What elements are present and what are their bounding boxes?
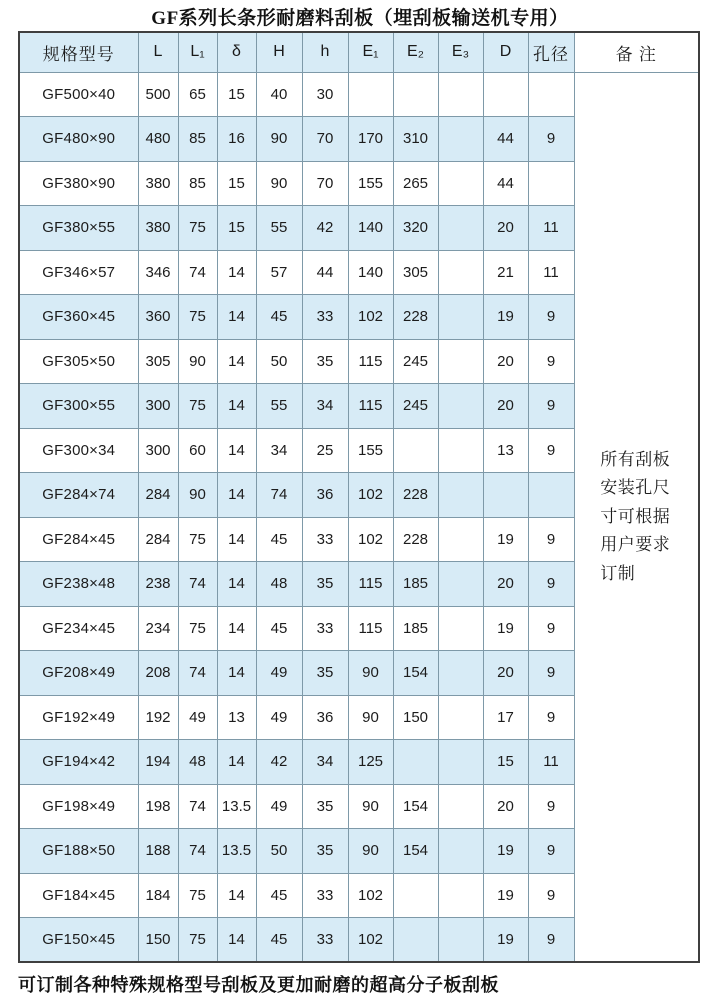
value-cell: 90 <box>256 117 302 162</box>
value-cell: 45 <box>256 918 302 963</box>
value-cell <box>438 206 483 251</box>
value-cell: 9 <box>528 695 574 740</box>
col-header-E2: E₂ <box>393 32 438 72</box>
value-cell: 13.5 <box>217 784 256 829</box>
value-cell: 35 <box>302 651 348 696</box>
value-cell: 49 <box>256 651 302 696</box>
value-cell: 34 <box>302 384 348 429</box>
value-cell: 75 <box>178 606 217 651</box>
value-cell: 42 <box>256 740 302 785</box>
value-cell: 48 <box>178 740 217 785</box>
value-cell: 74 <box>178 784 217 829</box>
header-row <box>19 32 699 72</box>
value-cell: 35 <box>302 784 348 829</box>
value-cell: 140 <box>348 250 393 295</box>
model-cell: GF305×50 <box>19 339 138 384</box>
value-cell: 14 <box>217 651 256 696</box>
value-cell: 90 <box>348 695 393 740</box>
value-cell: 102 <box>348 873 393 918</box>
value-cell: 70 <box>302 117 348 162</box>
value-cell: 20 <box>483 784 528 829</box>
value-cell: 150 <box>393 695 438 740</box>
value-cell <box>438 384 483 429</box>
table-body <box>19 72 699 962</box>
col-header-L1: L₁ <box>178 32 217 72</box>
value-cell: 33 <box>302 873 348 918</box>
model-cell: GF284×45 <box>19 517 138 562</box>
value-cell: 9 <box>528 873 574 918</box>
value-cell: 346 <box>138 250 178 295</box>
value-cell <box>528 161 574 206</box>
value-cell: 115 <box>348 562 393 607</box>
value-cell: 9 <box>528 562 574 607</box>
value-cell <box>438 918 483 963</box>
value-cell: 14 <box>217 339 256 384</box>
value-cell: 45 <box>256 295 302 340</box>
model-cell: GF194×42 <box>19 740 138 785</box>
value-cell: 90 <box>348 651 393 696</box>
value-cell: 35 <box>302 829 348 874</box>
model-cell: GF234×45 <box>19 606 138 651</box>
value-cell: 14 <box>217 740 256 785</box>
value-cell: 36 <box>302 473 348 518</box>
value-cell: 75 <box>178 517 217 562</box>
value-cell: 102 <box>348 473 393 518</box>
value-cell <box>438 873 483 918</box>
value-cell: 17 <box>483 695 528 740</box>
value-cell: 14 <box>217 606 256 651</box>
model-cell: GF198×49 <box>19 784 138 829</box>
value-cell: 90 <box>348 784 393 829</box>
value-cell: 55 <box>256 206 302 251</box>
col-header-D: D <box>483 32 528 72</box>
footer-note: 可订制各种特殊规格型号刮板及更加耐磨的超高分子板刮板 <box>18 975 499 995</box>
value-cell: 15 <box>217 72 256 117</box>
value-cell: 50 <box>256 829 302 874</box>
value-cell <box>528 473 574 518</box>
value-cell: 70 <box>302 161 348 206</box>
model-cell: GF500×40 <box>19 72 138 117</box>
value-cell: 36 <box>302 695 348 740</box>
value-cell: 115 <box>348 339 393 384</box>
value-cell: 90 <box>348 829 393 874</box>
col-header-h: h <box>302 32 348 72</box>
value-cell: 9 <box>528 517 574 562</box>
col-header-H: H <box>256 32 302 72</box>
value-cell: 14 <box>217 428 256 473</box>
page-title: GF系列长条形耐磨料刮板（埋刮板输送机专用） <box>151 8 569 29</box>
value-cell: 380 <box>138 161 178 206</box>
value-cell: 360 <box>138 295 178 340</box>
value-cell: 13 <box>217 695 256 740</box>
value-cell: 75 <box>178 384 217 429</box>
value-cell: 228 <box>393 295 438 340</box>
value-cell: 185 <box>393 606 438 651</box>
value-cell: 284 <box>138 517 178 562</box>
value-cell <box>438 695 483 740</box>
value-cell: 33 <box>302 517 348 562</box>
model-cell: GF150×45 <box>19 918 138 963</box>
col-header-hole: 孔径 <box>528 32 574 72</box>
model-cell: GF184×45 <box>19 873 138 918</box>
model-cell: GF208×49 <box>19 651 138 696</box>
value-cell: 35 <box>302 562 348 607</box>
value-cell: 15 <box>217 206 256 251</box>
value-cell: 194 <box>138 740 178 785</box>
value-cell <box>438 117 483 162</box>
model-cell: GF360×45 <box>19 295 138 340</box>
value-cell: 9 <box>528 339 574 384</box>
value-cell <box>438 829 483 874</box>
value-cell: 33 <box>302 918 348 963</box>
col-header-E3: E₃ <box>438 32 483 72</box>
value-cell: 13 <box>483 428 528 473</box>
value-cell: 33 <box>302 295 348 340</box>
model-cell: GF346×57 <box>19 250 138 295</box>
value-cell: 245 <box>393 339 438 384</box>
value-cell: 380 <box>138 206 178 251</box>
value-cell: 74 <box>178 651 217 696</box>
value-cell: 14 <box>217 517 256 562</box>
value-cell <box>348 72 393 117</box>
value-cell: 19 <box>483 873 528 918</box>
value-cell <box>438 562 483 607</box>
value-cell <box>528 72 574 117</box>
col-header-L: L <box>138 32 178 72</box>
remarks-cell <box>574 72 699 962</box>
value-cell: 20 <box>483 206 528 251</box>
value-cell <box>393 428 438 473</box>
value-cell: 140 <box>348 206 393 251</box>
value-cell: 34 <box>302 740 348 785</box>
value-cell <box>438 295 483 340</box>
value-cell: 9 <box>528 384 574 429</box>
value-cell: 44 <box>483 117 528 162</box>
value-cell: 55 <box>256 384 302 429</box>
value-cell: 14 <box>217 295 256 340</box>
value-cell: 9 <box>528 784 574 829</box>
value-cell: 198 <box>138 784 178 829</box>
value-cell: 19 <box>483 295 528 340</box>
value-cell: 42 <box>302 206 348 251</box>
value-cell: 50 <box>256 339 302 384</box>
value-cell: 19 <box>483 829 528 874</box>
value-cell <box>438 606 483 651</box>
value-cell: 102 <box>348 517 393 562</box>
value-cell <box>438 784 483 829</box>
value-cell: 265 <box>393 161 438 206</box>
value-cell: 14 <box>217 562 256 607</box>
value-cell: 34 <box>256 428 302 473</box>
value-cell: 305 <box>393 250 438 295</box>
value-cell <box>393 873 438 918</box>
value-cell <box>438 161 483 206</box>
spec-table <box>18 31 700 963</box>
value-cell: 85 <box>178 161 217 206</box>
value-cell: 9 <box>528 829 574 874</box>
value-cell: 11 <box>528 740 574 785</box>
value-cell: 185 <box>393 562 438 607</box>
value-cell: 9 <box>528 295 574 340</box>
value-cell: 57 <box>256 250 302 295</box>
value-cell: 25 <box>302 428 348 473</box>
value-cell: 9 <box>528 428 574 473</box>
model-cell: GF300×34 <box>19 428 138 473</box>
value-cell: 500 <box>138 72 178 117</box>
value-cell: 90 <box>178 473 217 518</box>
value-cell: 20 <box>483 651 528 696</box>
value-cell: 155 <box>348 161 393 206</box>
value-cell: 480 <box>138 117 178 162</box>
value-cell <box>438 740 483 785</box>
value-cell: 19 <box>483 606 528 651</box>
value-cell: 49 <box>256 784 302 829</box>
value-cell: 75 <box>178 873 217 918</box>
value-cell: 74 <box>256 473 302 518</box>
value-cell: 75 <box>178 918 217 963</box>
value-cell: 9 <box>528 918 574 963</box>
model-cell: GF380×90 <box>19 161 138 206</box>
value-cell: 154 <box>393 784 438 829</box>
value-cell: 208 <box>138 651 178 696</box>
value-cell: 14 <box>217 873 256 918</box>
value-cell: 20 <box>483 339 528 384</box>
value-cell: 115 <box>348 384 393 429</box>
value-cell: 45 <box>256 873 302 918</box>
value-cell: 170 <box>348 117 393 162</box>
model-cell: GF300×55 <box>19 384 138 429</box>
value-cell: 300 <box>138 428 178 473</box>
value-cell <box>438 651 483 696</box>
col-header-delta: δ <box>217 32 256 72</box>
value-cell: 14 <box>217 473 256 518</box>
value-cell: 65 <box>178 72 217 117</box>
value-cell: 19 <box>483 918 528 963</box>
value-cell <box>393 740 438 785</box>
value-cell: 115 <box>348 606 393 651</box>
model-cell: GF380×55 <box>19 206 138 251</box>
value-cell: 11 <box>528 206 574 251</box>
value-cell: 49 <box>178 695 217 740</box>
value-cell: 102 <box>348 918 393 963</box>
value-cell: 74 <box>178 829 217 874</box>
value-cell: 310 <box>393 117 438 162</box>
value-cell <box>393 72 438 117</box>
value-cell: 75 <box>178 206 217 251</box>
value-cell: 154 <box>393 651 438 696</box>
value-cell: 238 <box>138 562 178 607</box>
value-cell: 45 <box>256 517 302 562</box>
model-cell: GF188×50 <box>19 829 138 874</box>
value-cell: 90 <box>256 161 302 206</box>
model-cell: GF238×48 <box>19 562 138 607</box>
value-cell: 320 <box>393 206 438 251</box>
value-cell: 15 <box>217 161 256 206</box>
value-cell: 245 <box>393 384 438 429</box>
value-cell: 35 <box>302 339 348 384</box>
value-cell: 14 <box>217 384 256 429</box>
value-cell <box>438 428 483 473</box>
model-cell: GF192×49 <box>19 695 138 740</box>
value-cell: 9 <box>528 651 574 696</box>
value-cell <box>438 473 483 518</box>
value-cell <box>483 473 528 518</box>
value-cell: 48 <box>256 562 302 607</box>
value-cell: 9 <box>528 606 574 651</box>
value-cell <box>393 918 438 963</box>
value-cell: 154 <box>393 829 438 874</box>
col-header-remarks: 备 注 <box>574 32 699 72</box>
value-cell: 228 <box>393 473 438 518</box>
remarks-text: 所有刮板安装孔尺寸可根据用户要求订制 <box>600 449 671 583</box>
value-cell: 228 <box>393 517 438 562</box>
value-cell: 44 <box>302 250 348 295</box>
model-cell: GF284×74 <box>19 473 138 518</box>
value-cell: 85 <box>178 117 217 162</box>
value-cell: 49 <box>256 695 302 740</box>
value-cell: 60 <box>178 428 217 473</box>
value-cell: 30 <box>302 72 348 117</box>
value-cell <box>438 72 483 117</box>
value-cell: 125 <box>348 740 393 785</box>
value-cell: 40 <box>256 72 302 117</box>
value-cell: 75 <box>178 295 217 340</box>
value-cell <box>438 250 483 295</box>
value-cell: 14 <box>217 250 256 295</box>
table-header <box>19 32 699 72</box>
value-cell: 33 <box>302 606 348 651</box>
value-cell: 16 <box>217 117 256 162</box>
value-cell: 188 <box>138 829 178 874</box>
value-cell: 192 <box>138 695 178 740</box>
value-cell: 74 <box>178 250 217 295</box>
value-cell: 90 <box>178 339 217 384</box>
value-cell: 15 <box>483 740 528 785</box>
value-cell: 13.5 <box>217 829 256 874</box>
value-cell: 155 <box>348 428 393 473</box>
value-cell: 19 <box>483 517 528 562</box>
value-cell <box>483 72 528 117</box>
value-cell: 20 <box>483 384 528 429</box>
value-cell: 45 <box>256 606 302 651</box>
value-cell: 14 <box>217 918 256 963</box>
value-cell <box>438 517 483 562</box>
model-cell: GF480×90 <box>19 117 138 162</box>
value-cell: 284 <box>138 473 178 518</box>
value-cell: 102 <box>348 295 393 340</box>
value-cell: 21 <box>483 250 528 295</box>
value-cell: 150 <box>138 918 178 963</box>
value-cell: 9 <box>528 117 574 162</box>
value-cell: 44 <box>483 161 528 206</box>
value-cell: 305 <box>138 339 178 384</box>
value-cell: 234 <box>138 606 178 651</box>
col-header-E1: E₁ <box>348 32 393 72</box>
value-cell: 184 <box>138 873 178 918</box>
table-row <box>19 72 699 117</box>
value-cell: 11 <box>528 250 574 295</box>
value-cell: 74 <box>178 562 217 607</box>
value-cell: 20 <box>483 562 528 607</box>
value-cell <box>438 339 483 384</box>
col-header-model: 规格型号 <box>19 32 138 72</box>
value-cell: 300 <box>138 384 178 429</box>
